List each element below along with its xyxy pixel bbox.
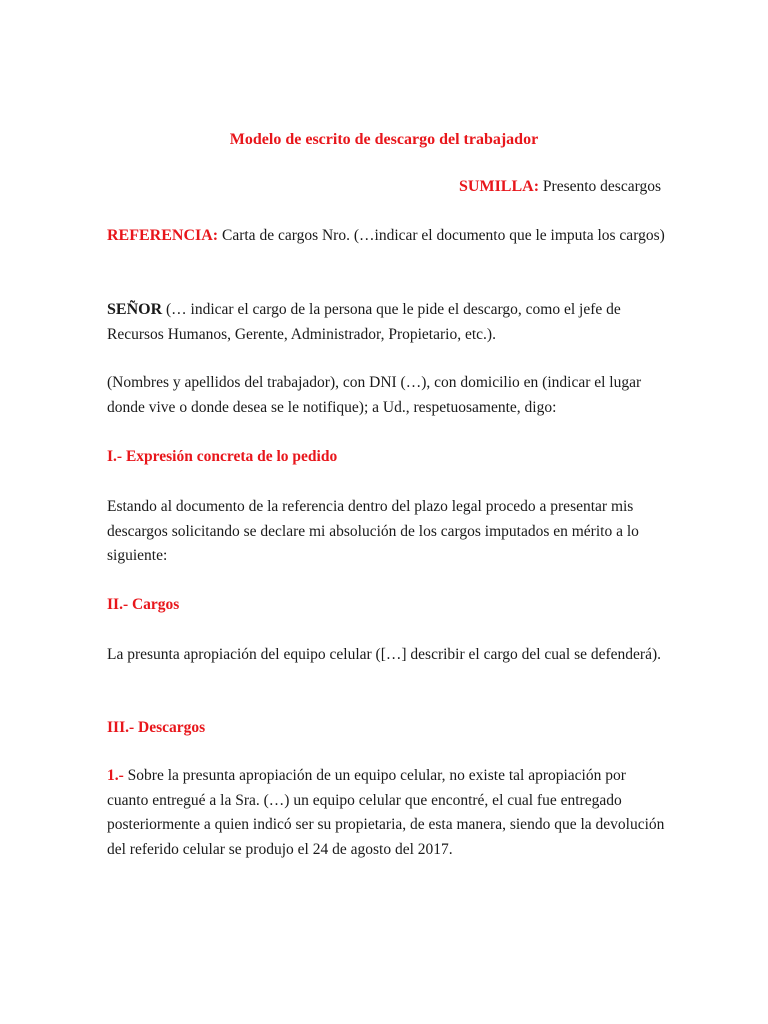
sumilla-line — [459, 175, 661, 199]
sumilla-label: SUMILLA: — [459, 178, 540, 195]
referencia-paragraph — [107, 224, 667, 249]
item1-text: Sobre la presunta apropiación de un equipo celular, no existe tal apropiación por cuanto entregué a la Sra. (…) un equipo celular que encontré, el cual fue entregado posteriormente a quien indicó ser su propietaria, de esta manera, siendo que la devolución del referido celular se produjo el 24 de agosto del 2017. — [107, 767, 665, 858]
sumilla-text: Presento descargos — [539, 178, 661, 195]
section2-body: La presunta apropiación del equipo celular ([…] describir el cargo del cual se defenderá). — [107, 646, 662, 663]
section3-heading: III.- Descargos — [107, 719, 206, 736]
senor-label: SEÑOR — [107, 301, 163, 318]
section3-item1 — [107, 764, 667, 862]
referencia-label: REFERENCIA: — [107, 227, 219, 244]
document-title: Modelo de escrito de descargo del trabajador — [229, 131, 539, 148]
section1-heading: I.- Expresión concreta de lo pedido — [107, 448, 338, 465]
referencia-text: Carta de cargos Nro. (…indicar el documento que le imputa los cargos) — [218, 227, 665, 244]
section1-body: Estando al documento de la referencia dentro del plazo legal procedo a presentar mis descargos solicitando se declare mi absolución de los cargos imputados en mérito a lo siguiente: — [107, 498, 639, 564]
senor-text: (… indicar el cargo de la persona que le pide el descargo, como el jefe de Recursos Humanos, Gerente, Administrador, Propietario, etc.). — [107, 301, 621, 343]
intro-paragraph: (Nombres y apellidos del trabajador), con DNI (…), con domicilio en (indicar el lugar donde vive o donde desea se le notifique); a Ud., respetuosamente, digo: — [107, 374, 642, 416]
item1-label: 1.- — [107, 767, 124, 784]
section2-heading: II.- Cargos — [107, 596, 180, 613]
senor-paragraph — [107, 298, 667, 347]
